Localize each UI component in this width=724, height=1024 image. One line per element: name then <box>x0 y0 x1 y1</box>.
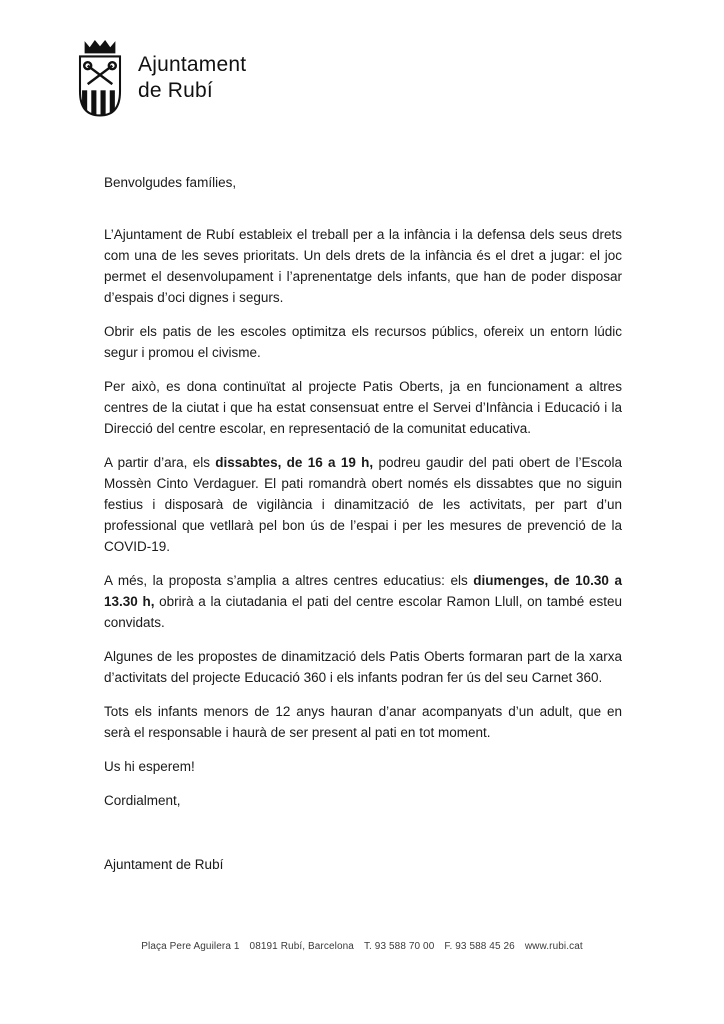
emphasis-text: diumenges, de 10.30 a 13.30 h, <box>104 573 623 609</box>
paragraph-text: Tots els infants menors de 12 anys hauran d’anar acompanyats d’un adult, que en serà el responsable i haurà de ser present al pati en tot moment. <box>104 704 622 740</box>
org-name-line2: de Rubí <box>138 79 213 102</box>
paragraph-text: Per això, es dona continuïtat al projecte Patis Oberts, ja en funcionament a altres centres de la ciutat i que ha estat consensuat entre el Servei d’Infància i Educació i la Direcció del centre escolar, en representació de la comunitat educativa. <box>104 379 622 436</box>
paragraph-text: Obrir els patis de les escoles optimitza els recursos públics, ofereix un entorn lúdic segur i promou el civisme. <box>104 324 622 360</box>
letter-paragraph <box>104 756 622 777</box>
salutation: Benvolgudes famílies, <box>104 175 237 190</box>
paragraph-text: Cordialment, <box>104 793 181 808</box>
org-name <box>138 52 246 104</box>
letter-paragraphs <box>104 224 622 811</box>
letter-paragraph <box>104 224 622 308</box>
footer-address: Plaça Pere Aguilera 1 <box>141 941 240 952</box>
letter-paragraph <box>104 376 622 439</box>
signature: Ajuntament de Rubí <box>104 857 224 872</box>
paragraph-text: obrirà a la ciutadania el pati del centre escolar Ramon Llull, on també esteu convidats. <box>104 594 623 630</box>
emphasis-text: dissabtes, de 16 a 19 h, <box>215 455 374 470</box>
paragraph-text: Us hi esperem! <box>104 759 195 774</box>
letter-paragraph <box>104 321 622 363</box>
letter-paragraph <box>104 452 622 557</box>
footer-phone: T. 93 588 70 00 <box>363 941 435 952</box>
paragraph-text: L’Ajuntament de Rubí estableix el treball per a la infància i la defensa dels seus drets com una de les seves prioritats. Un dels drets de la infància és el dret a jugar: el joc permet el desenvolupament i l’aprenentatge dels infants, que han de poder disposar d’espais d’oci dignes i segurs. <box>104 227 622 305</box>
paragraph-text: A més, la proposta s’amplia a altres centres educatius: els <box>104 573 474 588</box>
letter-paragraph <box>104 646 622 688</box>
rubi-coat-of-arms-icon <box>76 38 124 118</box>
letter-paragraph <box>104 790 622 811</box>
footer <box>0 941 724 952</box>
paragraph-text: Algunes de les propostes de dinamització dels Patis Oberts formaran part de la xarxa d’activitats del projecte Educació 360 i els infants podran fer ús del seu Carnet 360. <box>104 649 622 685</box>
footer-postal: 08191 Rubí, Barcelona <box>249 941 354 952</box>
org-name-line1: Ajuntament <box>138 53 247 76</box>
paragraph-text: A partir d’ara, els <box>104 455 216 470</box>
letter-body <box>104 172 622 875</box>
paragraph-text: podreu gaudir del pati obert de l’Escola Mossèn Cinto Verdaguer. El pati romandrà obert només els dissabtes que no siguin festius i disposarà de vigilància i dinamització de les activitats, per part d’un professional que vetllarà pel bon ús de l’espai i per les mesures de prevenció de la COVID-19. <box>104 455 623 554</box>
footer-website: www.rubi.cat <box>524 941 583 952</box>
letter-paragraph <box>104 701 622 743</box>
footer-fax: F. 93 588 45 26 <box>444 941 515 952</box>
letterhead <box>76 38 246 118</box>
letter-paragraph <box>104 570 622 633</box>
